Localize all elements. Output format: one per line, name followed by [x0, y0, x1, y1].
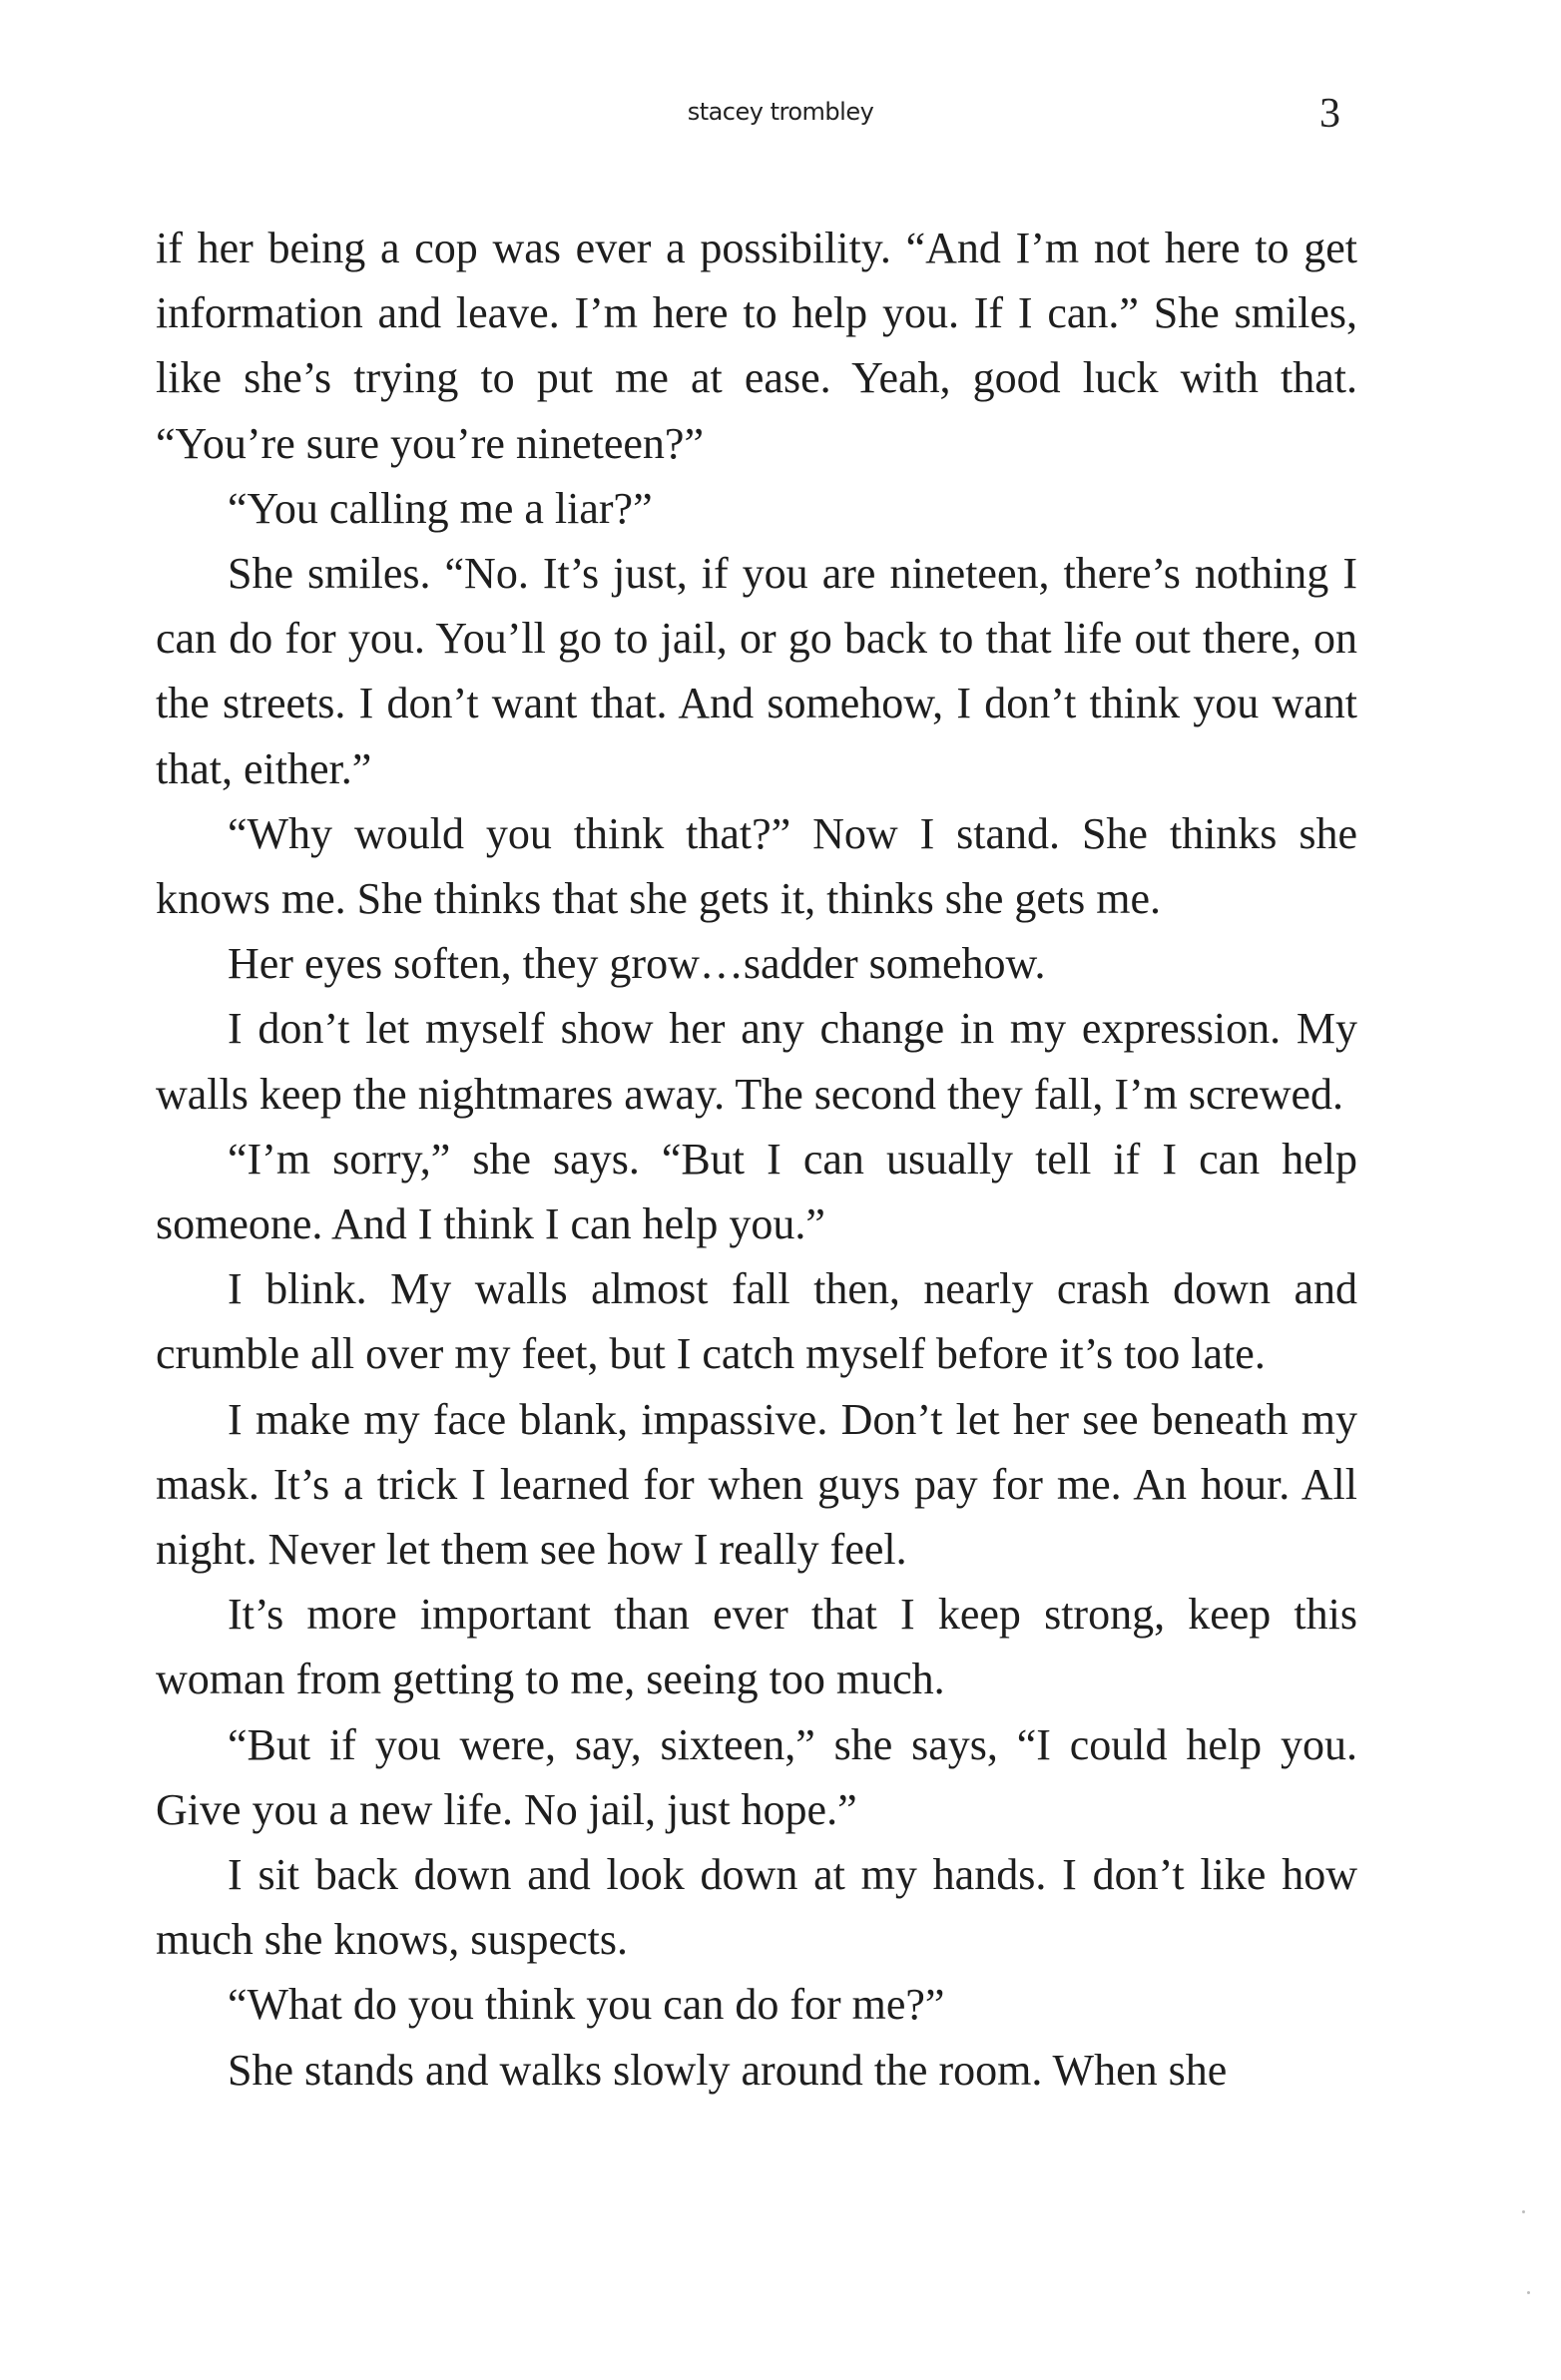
scan-speck	[1522, 2210, 1525, 2213]
paragraph: I sit back down and look down at my hands. I don’t like how much she knows, suspects.	[156, 1850, 1357, 1965]
paragraph: She stands and walks slowly around the room. When she	[228, 2045, 1228, 2095]
paragraph: “Why would you think that?” Now I stand. She thinks she knows me. She thinks that she gets it, thinks she gets me.	[156, 808, 1357, 924]
page-number: 3	[1319, 91, 1340, 137]
paragraph: I make my face blank, impassive. Don’t let her see beneath my mask. It’s a trick I learned for when guys pay for me. An hour. All night. Never let them see how I really feel.	[156, 1394, 1357, 1575]
body-text	[156, 216, 1357, 2103]
paragraph: “But if you were, say, sixteen,” she says, “I could help you. Give you a new life. No jail, just hope.”	[156, 1719, 1357, 1834]
scan-speck	[1527, 2291, 1530, 2294]
paragraph: It’s more important than ever that I keep strong, keep this woman from getting to me, seeing too much.	[156, 1590, 1357, 1704]
running-head-author: stacey trombley	[687, 98, 874, 126]
paragraph: Her eyes soften, they grow…sadder somehow.	[228, 939, 1046, 989]
paragraph: She smiles. “No. It’s just, if you are nineteen, there’s nothing I can do for you. You’ll go to jail, or go back to that life out there, on the streets. I don’t want that. And somehow, I don’t think you want that, either.”	[156, 549, 1357, 793]
paragraph: “I’m sorry,” she says. “But I can usually tell if I can help someone. And I think I can help you.”	[156, 1134, 1357, 1249]
paragraph: “You calling me a liar?”	[228, 483, 653, 533]
paragraph: I blink. My walls almost fall then, nearly crash down and crumble all over my feet, but I catch myself before it’s too late.	[156, 1264, 1357, 1379]
paragraph: “What do you think you can do for me?”	[228, 1980, 945, 2030]
paragraph: I don’t let myself show her any change in my expression. My walls keep the nightmares away. The second they fall, I’m screwed.	[156, 1004, 1357, 1119]
paragraph: if her being a cop was ever a possibility. “And I’m not here to get information and leave. I’m here to help you. If I can.” She smiles, like she’s trying to put me at ease. Yeah, good luck with that. “You’re sure you’re nineteen?”	[156, 224, 1357, 468]
